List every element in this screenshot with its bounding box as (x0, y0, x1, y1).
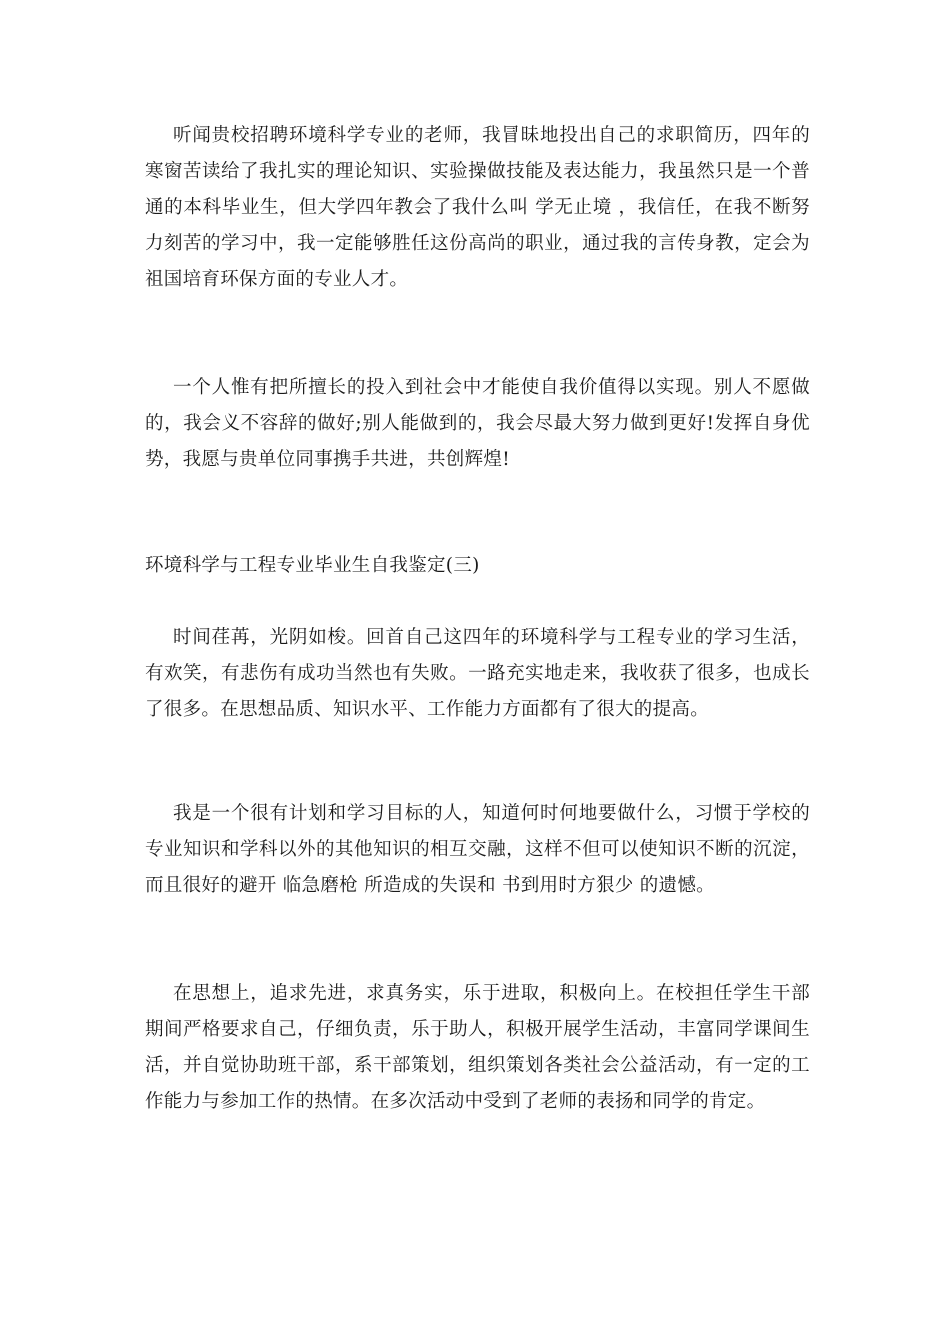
body-paragraph: 时间荏苒，光阴如梭。回首自己这四年的环境科学与工程专业的学习生活，有欢笑，有悲伤有成功当然也有失败。一路充实地走来，我收获了很多，也成长了很多。在思想品质、知识水平、工作能力方面都有了很大的提高。 (145, 627, 810, 720)
body-paragraph: 我是一个很有计划和学习目标的人，知道何时何地要做什么，习惯于学校的专业知识和学科以外的其他知识的相互交融，这样不但可以使知识不断的沉淀，而且很好的避开 临急磨枪 所造成的失误和 书到用时方狠少 的遗憾。 (145, 803, 810, 896)
body-paragraph: 在思想上，追求先进，求真务实，乐于进取，积极向上。在校担任学生干部期间严格要求自己，仔细负责，乐于助人，积极开展学生活动，丰富同学课间生活，并自觉协助班干部，系干部策划，组织策划各类社会公益活动，有一定的工作能力与参加工作的热情。在多次活动中受到了老师的表扬和同学的肯定。 (145, 983, 810, 1112)
section-heading: 环境科学与工程专业毕业生自我鉴定(三) (145, 555, 480, 576)
body-paragraph: 一个人惟有把所擅长的投入到社会中才能使自我价值得以实现。别人不愿做的，我会义不容辞的做好;别人能做到的，我会尽最大努力做到更好!发挥自身优势，我愿与贵单位同事携手共进，共创辉煌! (145, 377, 810, 470)
body-paragraph: 听闻贵校招聘环境科学专业的老师，我冒昧地投出自己的求职简历，四年的寒窗苦读给了我扎实的理论知识、实验操做技能及表达能力，我虽然只是一个普通的本科毕业生，但大学四年教会了我什么叫 学无止境 ，我信任，在我不断努力刻苦的学习中，我一定能够胜任这份高尚的职业，通过我的言传身教，定会为祖国培育环保方面的专业人才。 (145, 125, 810, 290)
